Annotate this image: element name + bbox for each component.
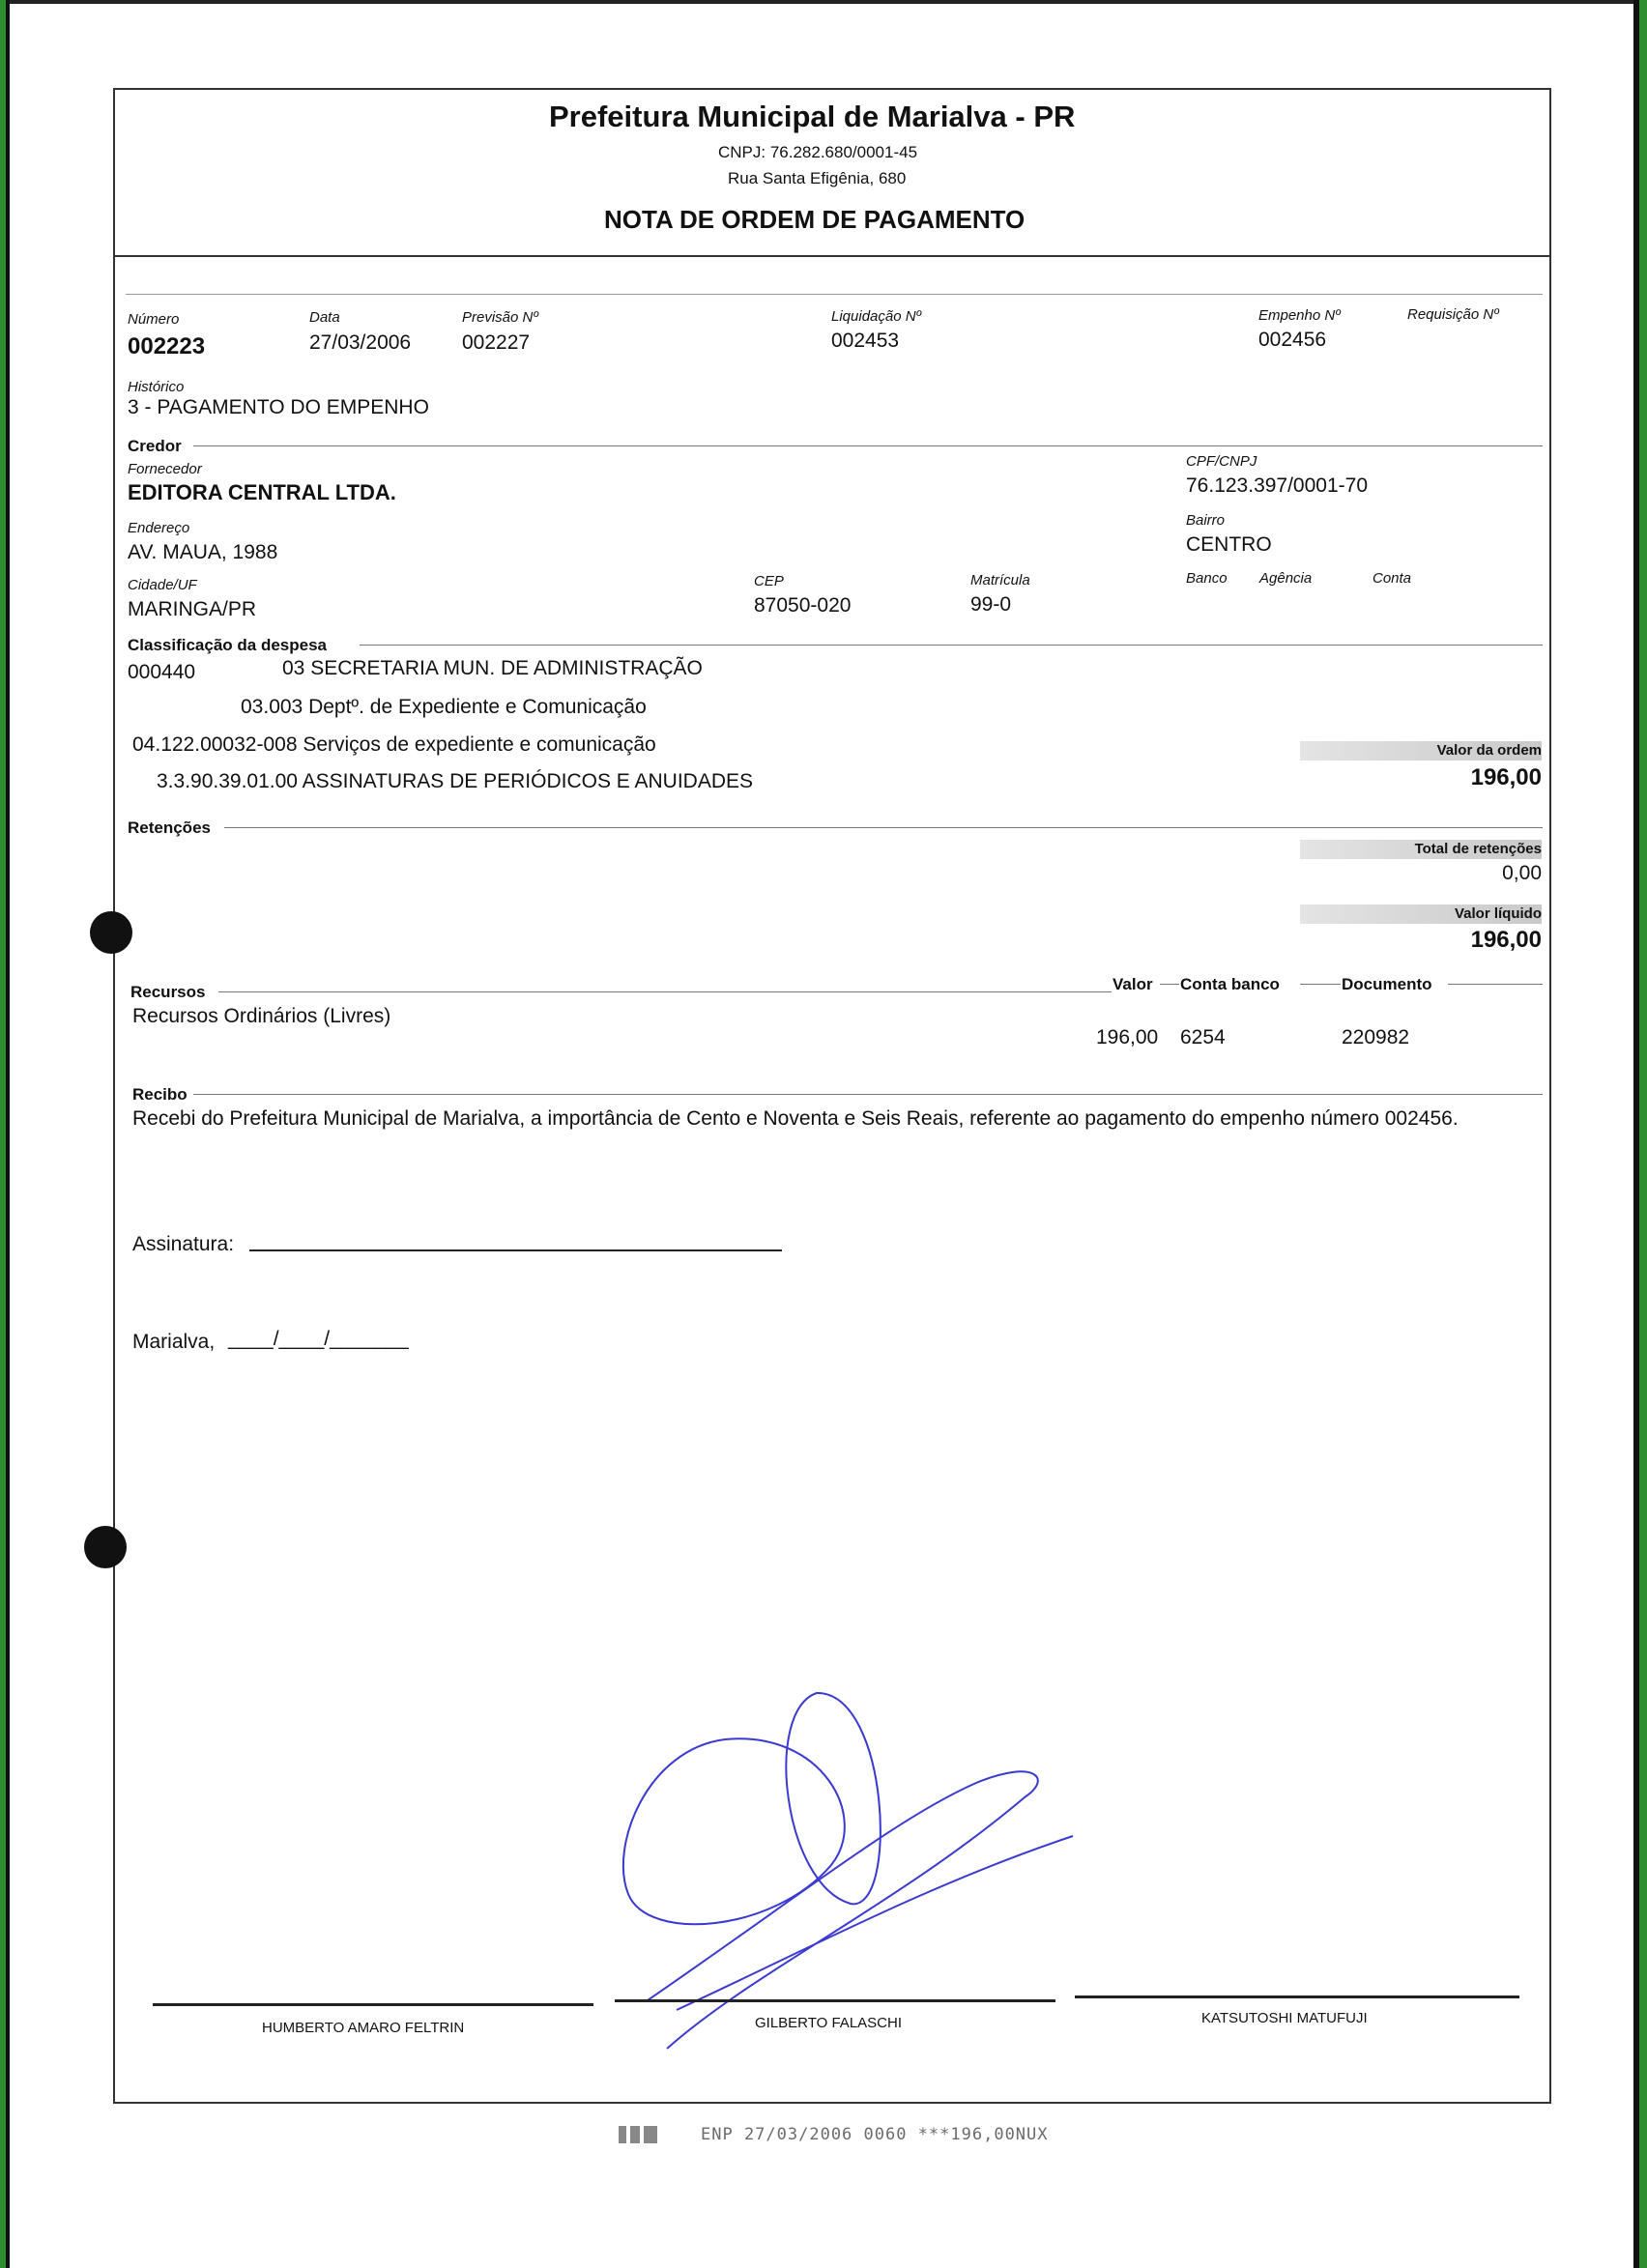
bairro-value: CENTRO	[1186, 533, 1272, 556]
credor-section: Credor	[128, 437, 182, 455]
classificacao-line1: 03 SECRETARIA MUN. DE ADMINISTRAÇÃO	[282, 657, 703, 679]
cep-label: CEP	[754, 573, 784, 589]
classificacao-section: Classificação da despesa	[128, 636, 328, 654]
signatory-2: GILBERTO FALASCHI	[755, 2015, 902, 2031]
recursos-documento: 220982	[1342, 1026, 1410, 1048]
numero-value: 002223	[128, 333, 206, 359]
endereco-label: Endereço	[128, 520, 190, 536]
empenho-value: 002456	[1258, 329, 1327, 351]
recursos-section: Recursos	[130, 983, 206, 1001]
local-date-blank: ____/____/_______	[228, 1328, 409, 1350]
recibo-section: Recibo	[132, 1085, 188, 1104]
municipality-title: Prefeitura Municipal de Marialva - PR	[549, 100, 1076, 133]
classificacao-line2: 03.003 Deptº. de Expediente e Comunicação	[241, 696, 647, 718]
valor-liquido-value: 196,00	[1470, 927, 1542, 953]
total-retencoes-value: 0,00	[1502, 862, 1542, 884]
recursos-fonte: Recursos Ordinários (Livres)	[132, 1005, 391, 1027]
document-title: NOTA DE ORDEM DE PAGAMENTO	[604, 205, 1026, 234]
signature-line-2	[615, 1999, 1055, 2002]
classificacao-line3: 04.122.00032-008 Serviços de expediente e comunicação	[132, 733, 656, 756]
signature-line-1	[153, 2003, 593, 2006]
valor-ordem-label: Valor da ordem	[1436, 742, 1542, 759]
recursos-rule-3	[1300, 984, 1341, 985]
retencoes-section: Retenções	[128, 818, 211, 837]
ids-top-rule	[126, 294, 1543, 295]
recursos-rule-2	[1160, 984, 1179, 985]
historico-value: 3 - PAGAMENTO DO EMPENHO	[128, 396, 429, 418]
classificacao-rule	[360, 645, 1543, 646]
punch-hole-bottom	[84, 1526, 127, 1568]
scan-edge-right	[1639, 0, 1647, 2268]
cpf-value: 76.123.397/0001-70	[1186, 474, 1369, 497]
requisicao-label: Requisição Nº	[1407, 306, 1499, 323]
signature-line-3	[1075, 1995, 1519, 1998]
banco-label: Banco	[1186, 570, 1228, 587]
cnpj-line: CNPJ: 76.282.680/0001-45	[718, 143, 918, 161]
assinatura-label: Assinatura:	[132, 1233, 235, 1255]
data-label: Data	[309, 309, 340, 326]
data-value: 27/03/2006	[309, 331, 412, 354]
recursos-rule-4	[1448, 984, 1543, 985]
recursos-conta-banco: 6254	[1180, 1026, 1226, 1048]
bairro-label: Bairro	[1186, 512, 1226, 529]
classificacao-line4: 3.3.90.39.01.00 ASSINATURAS DE PERIÓDICOS E ANUIDADES	[157, 770, 754, 792]
local-label: Marialva,	[132, 1331, 216, 1353]
signatory-1: HUMBERTO AMARO FELTRIN	[262, 2020, 465, 2036]
recibo-text: Recebi do Prefeitura Municipal de Marialva, a importância de Cento e Noventa e Seis Reais, referente ao pagamento do empenho número 002456.	[132, 1107, 1459, 1130]
credor-rule	[193, 445, 1543, 446]
address-line: Rua Santa Efigênia, 680	[728, 169, 907, 187]
endereco-value: AV. MAUA, 1988	[128, 541, 278, 563]
valor-ordem-value: 196,00	[1470, 764, 1542, 790]
footer-stamp: ENP 27/03/2006 0060 ***196,00NUX	[701, 2125, 1049, 2144]
cep-value: 87050-020	[754, 594, 852, 617]
conta-label: Conta	[1372, 570, 1412, 587]
recursos-documento-label: Documento	[1342, 975, 1432, 993]
agencia-label: Agência	[1259, 570, 1313, 587]
cidade-label: Cidade/UF	[128, 577, 197, 593]
recursos-conta-banco-label: Conta banco	[1180, 975, 1280, 993]
cpf-label: CPF/CNPJ	[1186, 453, 1257, 470]
header-divider	[113, 255, 1551, 257]
assinatura-line	[249, 1249, 782, 1251]
previsao-value: 002227	[462, 331, 531, 354]
recursos-valor: 196,00	[1096, 1026, 1159, 1048]
stamp-logo-icon	[619, 2126, 657, 2143]
recibo-rule	[193, 1094, 1543, 1095]
liquidacao-label: Liquidação Nº	[831, 308, 922, 325]
matricula-value: 99-0	[970, 593, 1012, 616]
handwritten-signature	[609, 1681, 1092, 2068]
classificacao-code: 000440	[128, 661, 196, 683]
valor-liquido-label: Valor líquido	[1454, 905, 1542, 922]
fornecedor-label: Fornecedor	[128, 461, 202, 477]
historico-label: Histórico	[128, 379, 185, 395]
punch-hole-top	[90, 911, 132, 954]
signatory-3: KATSUTOSHI MATUFUJI	[1201, 2010, 1368, 2026]
recursos-rule	[218, 991, 1112, 992]
scan-edge-left-dark	[6, 0, 10, 2268]
numero-label: Número	[128, 311, 180, 328]
scan-edge-top	[0, 0, 1647, 4]
total-retencoes-label: Total de retenções	[1414, 841, 1542, 857]
liquidacao-value: 002453	[831, 330, 900, 352]
recursos-valor-label: Valor	[1112, 975, 1153, 993]
matricula-label: Matrícula	[970, 572, 1030, 589]
cidade-value: MARINGA/PR	[128, 598, 257, 620]
empenho-label: Empenho Nº	[1258, 307, 1341, 324]
retencoes-rule	[224, 827, 1543, 828]
fornecedor-value: EDITORA CENTRAL LTDA.	[128, 480, 396, 504]
previsao-label: Previsão Nº	[462, 309, 538, 326]
